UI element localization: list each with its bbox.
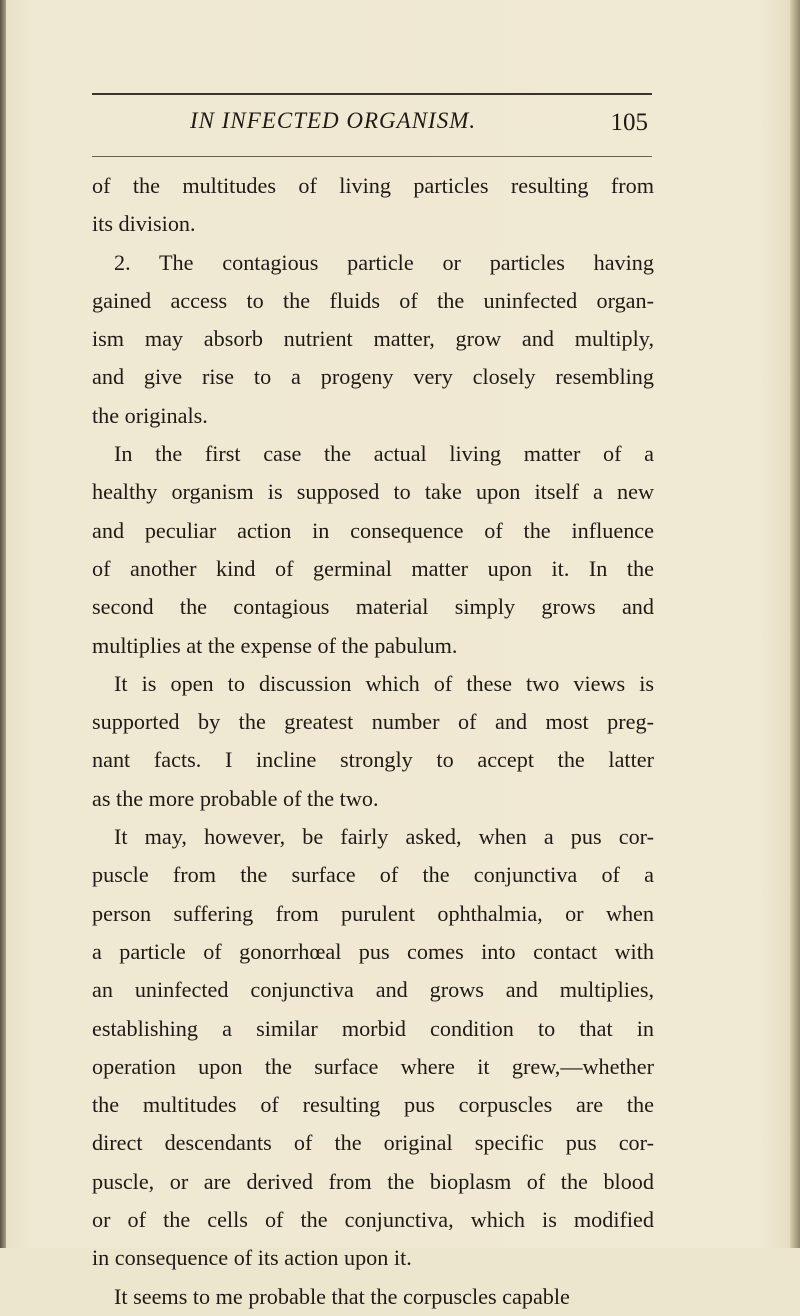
- text-line: of another kind of germinal matter upon it. In the: [92, 555, 654, 581]
- page-number: 105: [610, 109, 648, 136]
- text-line: a particle of gonorrhœal pus comes into contact with: [92, 938, 654, 964]
- text-line: and peculiar action in consequence of the influence: [92, 517, 654, 543]
- text-line: healthy organism is supposed to take upon itself a new: [92, 479, 654, 505]
- running-title: IN INFECTED ORGANISM.: [190, 108, 477, 133]
- text-line: the multitudes of resulting pus corpuscles are the: [92, 1092, 654, 1118]
- text-line: of the multitudes of living particles resulting from: [92, 173, 654, 198]
- text-line: puscle from the surface of the conjunctiva of a: [92, 862, 654, 888]
- text-line: the originals.: [92, 402, 208, 428]
- text-line: person suffering from purulent ophthalmia, or when: [92, 900, 654, 926]
- text-line: multiplies at the expense of the pabulum.: [92, 632, 458, 658]
- text-line: second the contagious material simply grows and: [92, 594, 654, 620]
- text-line: nant facts. I incline strongly to accept the latter: [92, 747, 654, 773]
- header-top-rule: [92, 93, 652, 95]
- text-line: its division.: [92, 211, 196, 237]
- body-text: [92, 167, 654, 1316]
- text-line: direct descendants of the original specific pus cor-: [92, 1130, 654, 1156]
- text-line: gained access to the fluids of the uninfected organ-: [92, 287, 654, 313]
- text-line: supported by the greatest number of and most preg-: [92, 709, 654, 735]
- text-line: in consequence of its action upon it.: [92, 1245, 412, 1271]
- text-line: establishing a similar morbid condition to that in: [92, 1015, 654, 1041]
- text-line: operation upon the surface where it grew,—whether: [92, 1053, 654, 1079]
- page-header: [92, 106, 652, 146]
- text-line: It seems to me probable that the corpuscles capable: [114, 1283, 570, 1309]
- text-line: puscle, or are derived from the bioplasm of the blood: [92, 1168, 654, 1194]
- text-line: ism may absorb nutrient matter, grow and multiply,: [92, 326, 654, 352]
- text-line: an uninfected conjunctiva and grows and multiplies,: [92, 977, 654, 1003]
- text-line: as the more probable of the two.: [92, 785, 379, 811]
- page-left-edge: [0, 0, 6, 1248]
- page-right-edge: [790, 0, 800, 1248]
- text-line: It may, however, be fairly asked, when a pus cor-: [114, 824, 654, 850]
- text-line: In the first case the actual living matter of a: [114, 441, 654, 467]
- text-line: 2. The contagious particle or particles having: [114, 249, 654, 275]
- text-line: It is open to discussion which of these two views is: [114, 670, 654, 696]
- text-line: or of the cells of the conjunctiva, which is modified: [92, 1207, 654, 1233]
- header-bottom-rule: [92, 156, 652, 157]
- text-line: and give rise to a progeny very closely resembling: [92, 364, 654, 390]
